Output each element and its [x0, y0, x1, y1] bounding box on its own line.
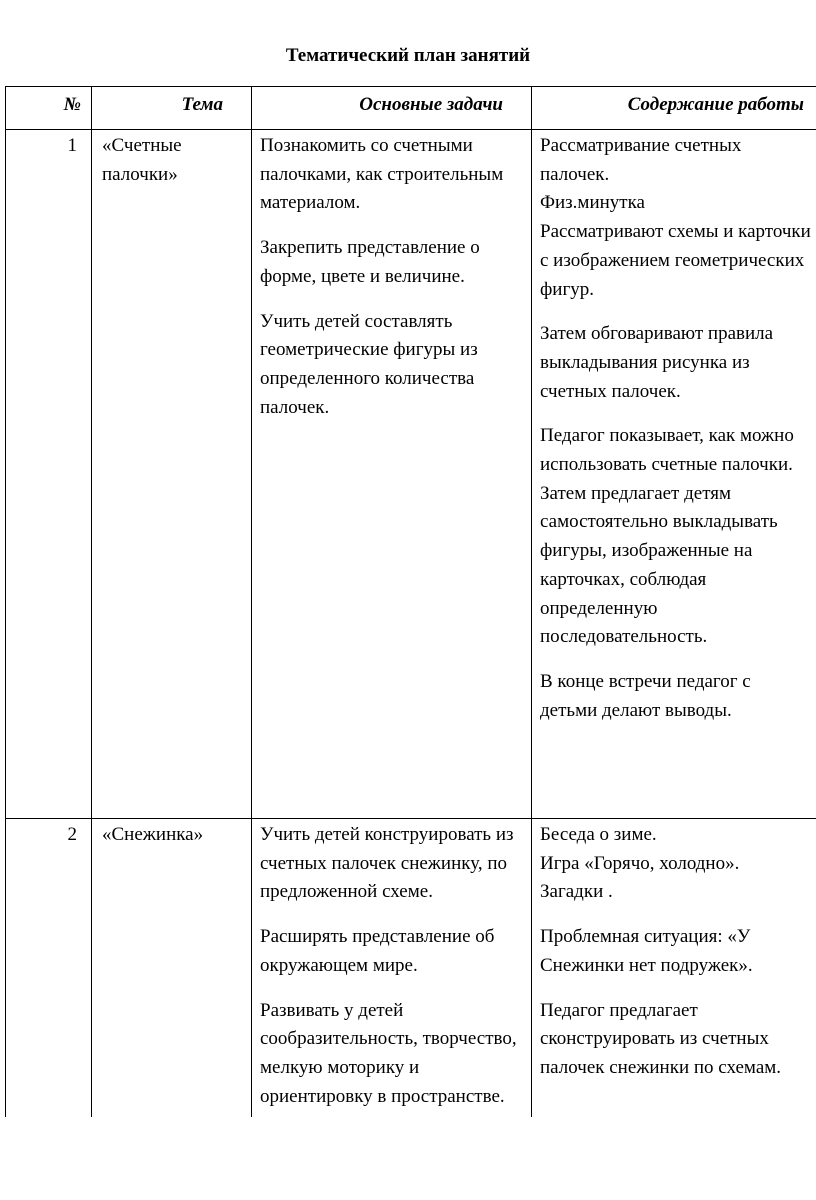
row-theme: «Снежинка» [92, 819, 252, 1118]
content-paragraph: Педагог показывает, как можно использовать счетные палочки. Затем предлагает детям самостоятельно выкладывать фигуры, изображенные на карточках, соблюдая определенную последовательность. [540, 425, 794, 648]
row-content-cell [532, 130, 816, 819]
task-paragraph: Развивать у детей сообразительность, творчество, мелкую моторику и ориентировку в пространстве. [260, 999, 517, 1107]
table-row [6, 819, 816, 1118]
task-paragraph: Учить детей составлять геометрические фигуры из определенного количества палочек. [260, 310, 478, 418]
row-number: 2 [6, 819, 92, 1118]
table-header-row [6, 87, 816, 130]
header-number: № [6, 87, 92, 130]
row-tasks-cell [252, 130, 532, 819]
lesson-plan-table [5, 86, 816, 1117]
task-paragraph: Учить детей конструировать из счетных палочек снежинку, по предложенной схеме. [260, 824, 514, 903]
task-paragraph: Познакомить со счетными палочками, как строительным материалом. [260, 135, 504, 214]
row-theme: «Счетные палочки» [92, 130, 252, 819]
row-tasks-cell [252, 819, 532, 1118]
task-paragraph: Закрепить представление о форме, цвете и величине. [260, 237, 480, 287]
content-paragraph: Рассматривание счетных палочек. Физ.минутка Рассматривают схемы и карточки с изображением геометрических фигур. [540, 135, 811, 300]
content-paragraph: В конце встречи педагог с детьми делают выводы. [540, 670, 751, 721]
page-title: Тематический план занятий [285, 45, 531, 66]
content-paragraph: Затем обговаривают правила выкладывания рисунка из счетных палочек. [540, 323, 774, 402]
table-row [6, 130, 816, 819]
content-paragraph: Педагог предлагает сконструировать из счетных палочек снежинки по схемам. [540, 999, 782, 1078]
row-number: 1 [6, 130, 92, 819]
header-theme: Тема [92, 87, 252, 130]
content-paragraph: Проблемная ситуация: «У Снежинки нет подружек». [540, 926, 753, 976]
header-tasks: Основные задачи [252, 87, 532, 130]
task-paragraph: Расширять представление об окружающем мире. [260, 926, 495, 976]
header-content: Содержание работы [532, 87, 816, 130]
content-paragraph: Беседа о зиме. Игра «Горячо, холодно». Загадки . [540, 824, 740, 903]
row-content-cell [532, 819, 816, 1118]
